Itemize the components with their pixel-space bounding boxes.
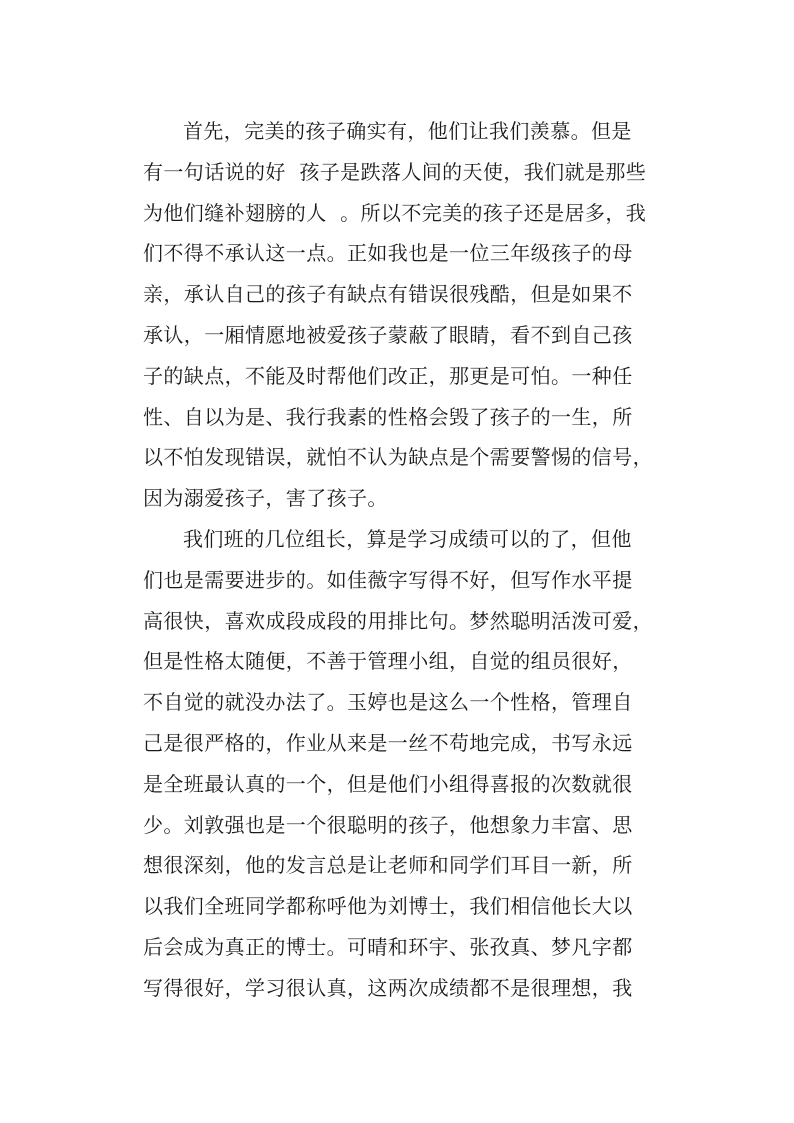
text-line: 亲，承认自己的孩子有缺点有错误很残酷，但是如果不: [143, 282, 633, 307]
paragraph-1: [143, 111, 663, 519]
text-line: 首先，完美的孩子确实有，他们让我们羡慕。但是: [183, 119, 632, 143]
text-line: 高很快，喜欢成段成段的用排比句。梦然聪明活泼可爱，: [143, 608, 653, 633]
text-line: 后会成为真正的博士。可晴和环宇、张孜真、梦凡字都: [143, 934, 633, 959]
text-line: 们也是需要进步的。如佳薇字写得不好，但写作水平提: [143, 567, 633, 592]
text-line: 想很深刻，他的发言总是让老师和同学们耳目一新，所: [143, 853, 633, 878]
text-line: 少。刘敦强也是一个很聪明的孩子，他想象力丰富、思: [143, 812, 633, 837]
text-line: 为他们缝补翅膀的人 。所以不完美的孩子还是居多，我: [143, 200, 647, 225]
text-line: 有一句话说的好 孩子是跌落人间的天使，我们就是那些: [143, 159, 647, 184]
text-line: 我们班的几位组长，算是学习成绩可以的了，但他: [183, 526, 632, 551]
text-line: 子的缺点，不能及时帮他们改正，那更是可怕。一种任: [143, 363, 633, 388]
text-line: 承认，一厢情愿地被爱孩子蒙蔽了眼睛，看不到自己孩: [143, 322, 633, 347]
document-body: [143, 111, 663, 1009]
text-line: 以我们全班同学都称呼他为刘博士，我们相信他长大以: [143, 894, 633, 919]
text-line: 己是很严格的，作业从来是一丝不苟地完成，书写永远: [143, 730, 633, 755]
text-line: 是全班最认真的一个，但是他们小组得喜报的次数就很: [143, 771, 633, 796]
text-line: 性、自以为是、我行我素的性格会毁了孩子的一生，所: [143, 404, 633, 429]
text-line: 写得很好，学习很认真，这两次成绩都不是很理想，我: [143, 975, 633, 1000]
text-line: 不自觉的就没办法了。玉婷也是这么一个性格，管理自: [143, 690, 633, 715]
text-line: 们不得不承认这一点。正如我也是一位三年级孩子的母: [143, 241, 633, 266]
paragraph-2: [143, 519, 663, 1009]
text-line: 以不怕发现错误，就怕不认为缺点是个需要警惕的信号，: [143, 445, 653, 470]
text-line: 因为溺爱孩子，害了孩子。: [143, 486, 388, 511]
text-line: 但是性格太随便，不善于管理小组，自觉的组员很好，: [143, 649, 633, 674]
